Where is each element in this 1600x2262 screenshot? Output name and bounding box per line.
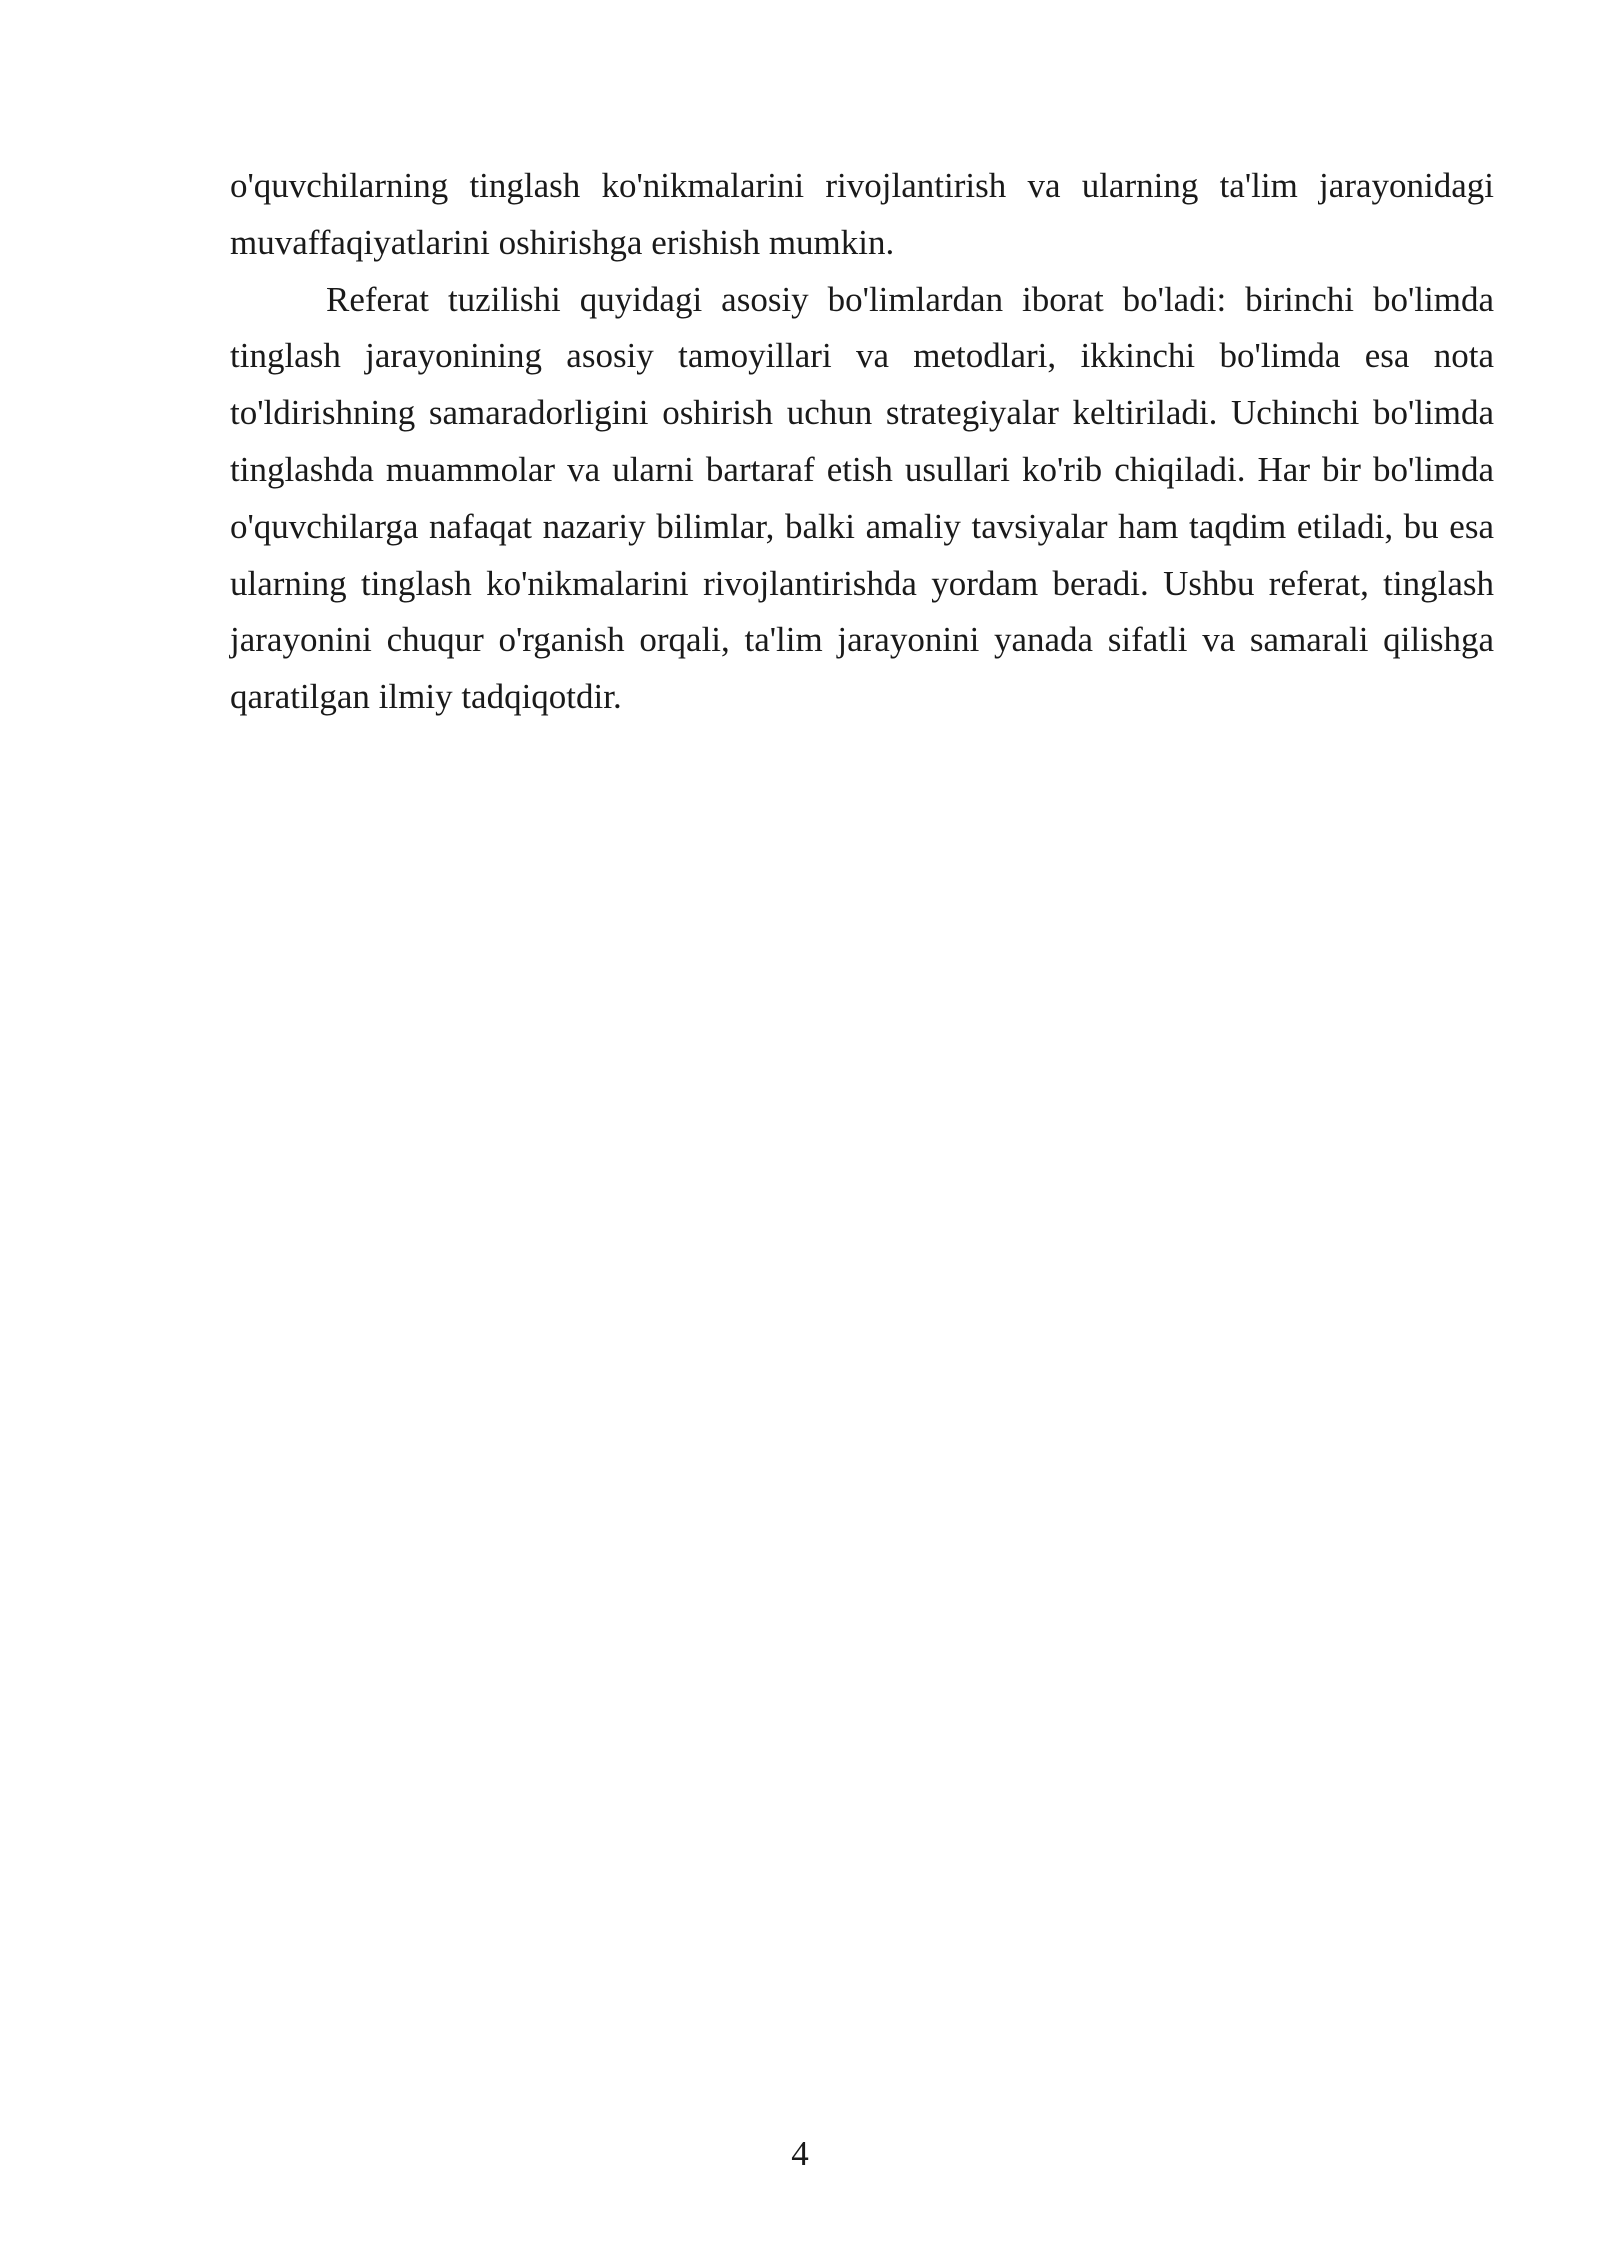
paragraph-continuation: o'quvchilarning tinglash ko'nikmalarini rivojlantirish va ularning ta'lim jarayonidagi muvaffaqiyatlarini oshirishga erishish mumkin. <box>230 166 1494 262</box>
page-number: 4 <box>791 2134 809 2173</box>
paragraph-structure: Referat tuzilishi quyidagi asosiy bo'limlardan iborat bo'ladi: birinchi bo'limda tinglash jarayonining asosiy tamoyillari va metodlari, ikkinchi bo'limda esa nota to'ldirishning samaradorligini oshirish uchun strategiyalar keltiriladi. Uchinchi bo'limda tinglashda muammolar va ularni bartaraf etish usullari ko'rib chiqiladi. Har bir bo'limda o'quvchilarga nafaqat nazariy bilimlar, balki amaliy tavsiyalar ham taqdim etiladi, bu esa ularning tinglash ko'nikmalarini rivojlantirishda yordam beradi. Ushbu referat, tinglash jarayonini chuqur o'rganish orqali, ta'lim jarayonini yanada sifatli va samarali qilishga qaratilgan ilmiy tadqiqotdir. <box>230 279 1494 717</box>
body-text <box>230 158 1494 726</box>
